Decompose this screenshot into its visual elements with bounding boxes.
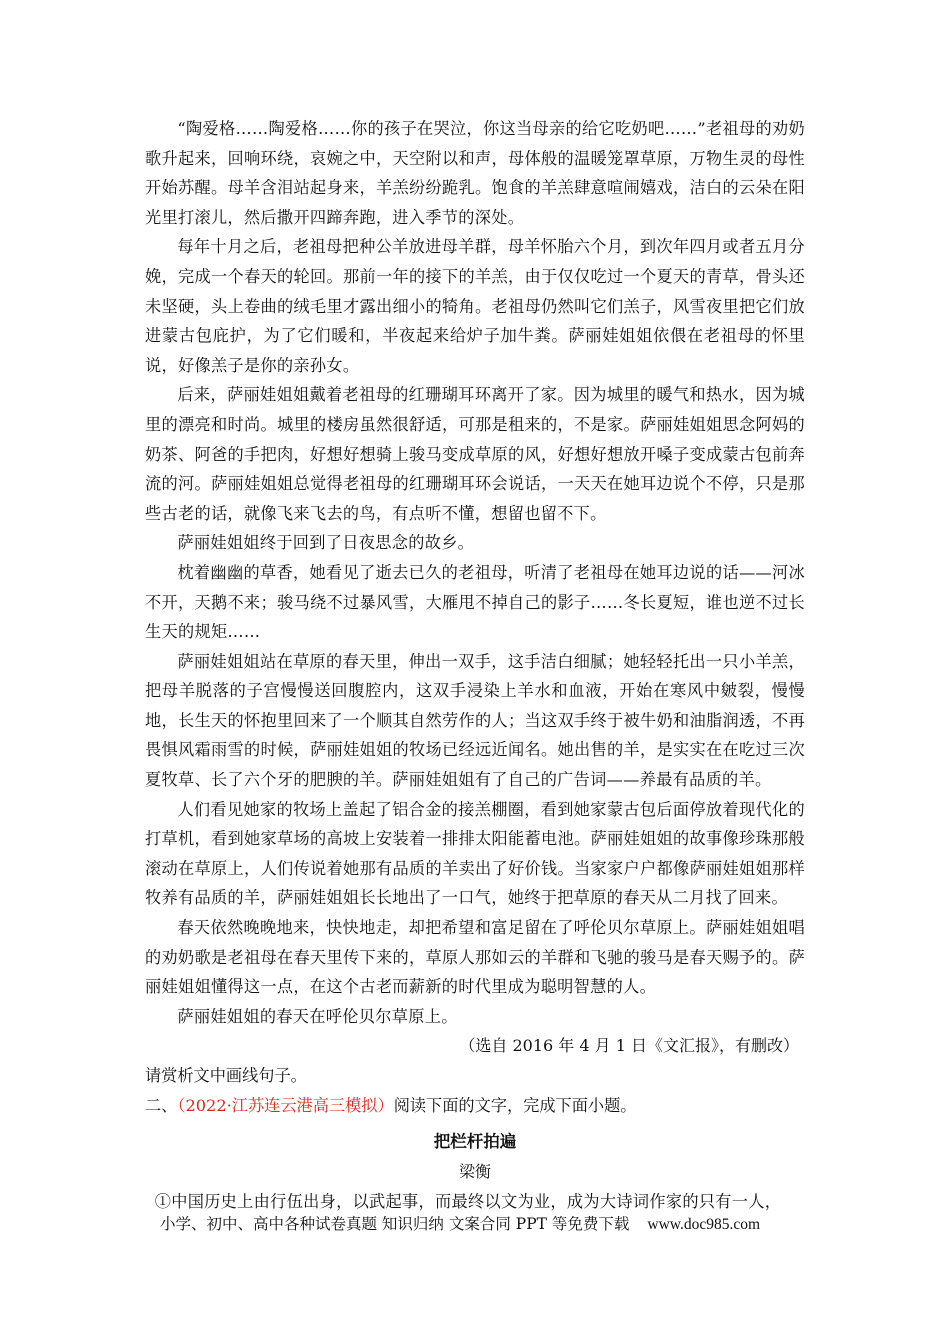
footer-text: 小学、初中、高中各种试卷真题 知识归纳 文案合同 PPT 等免费下载 bbox=[160, 1215, 630, 1233]
document-body bbox=[145, 114, 805, 1216]
question-text: 请赏析文中画线句子。 bbox=[145, 1066, 307, 1085]
paragraph-2: 每年十月之后，老祖母把种公羊放进母羊群，母羊怀胎六个月，到次年四月或者五月分娩，完成一个春天的轮回。那前一年的接下的羊羔，由于仅仅吃过一个夏天的青草，骨头还未坚硬，头上卷曲的绒毛里才露出细小的犄角。老祖母仍然叫它们羔子，风雪夜里把它们放进蒙古包庇护，为了它们暖和，半夜起来给炉子加牛粪。萨丽娃姐姐依偎在老祖母的怀里说，好像羔子是你的亲孙女。 bbox=[145, 237, 805, 375]
section-instruction: 阅读下面的文字，完成下面小题。 bbox=[393, 1095, 637, 1115]
paragraph-8: 春天依然晚晚地来，快快地走，却把希望和富足留在了呼伦贝尔草原上。萨丽娃姐姐唱的劝奶歌是老祖母在春天里传下来的，草原人那如云的羊群和飞驰的骏马是春天赐予的。萨丽娃姐姐懂得这一点，在这个古老而薪新的时代里成为聪明智慧的人。 bbox=[145, 918, 805, 997]
footer-url: www.doc985.com bbox=[647, 1216, 761, 1233]
section-heading bbox=[145, 1091, 805, 1121]
paragraph-5: 枕着幽幽的草香，她看见了逝去已久的老祖母，听清了老祖母在她耳边说的话——河冰不开，天鹅不来；骏马绕不过暴风雪，大雁甩不掉自己的影子……冬长夏短，谁也逆不过长生天的规矩…… bbox=[145, 562, 805, 642]
paragraph-9: 萨丽娃姐姐的春天在呼伦贝尔草原上。 bbox=[177, 1006, 458, 1026]
paragraph-1: “陶爱格……陶爱格……你的孩子在哭泣，你这当母亲的给它吃奶吧……”老祖母的劝奶歌升起来，回响环绕，哀婉之中，天空附以和声，母体般的温暖笼罩草原，万物生灵的母性开始苏醒。母羊含泪站起身来，羊羔纷纷跪乳。饱食的羊羔肆意喧闹嬉戏，洁白的云朵在阳光里打滚儿，然后撒开四蹄奔跑，进入季节的深处。 bbox=[145, 119, 805, 227]
article-title: 把栏杆拍遍 bbox=[433, 1131, 517, 1151]
paragraph-7: 人们看见她家的牧场上盖起了铝合金的接羔棚圈，看到她家蒙古包后面停放着现代化的打草机，看到她家草场的高坡上安装着一排排太阳能蓄电池。萨丽娃姐姐的故事像珍珠那般滚动在草原上，人们传说着她那有品质的羊卖出了好价钱。当家家户户都像萨丽娃姐姐那样牧养有品质的羊，萨丽娃姐姐长长地出了一口气，她终于把草原的春天从二月找了回来。 bbox=[145, 799, 805, 908]
paragraph-4: 萨丽娃姐姐终于回到了日夜思念的故乡。 bbox=[177, 533, 475, 553]
article-author: 梁衡 bbox=[458, 1161, 491, 1181]
source-citation: （选自 2016 年 4 月 1 日《文汇报》，有删改） bbox=[459, 1036, 799, 1056]
section-source-tag: （2022·江苏连云港高三模拟） bbox=[177, 1095, 394, 1115]
footer bbox=[160, 1212, 820, 1237]
paragraph-6: 萨丽娃姐姐站在草原的春天里，伸出一双手，这手洁白细腻；她轻轻托出一只小羊羔，把母羊脱落的子宫慢慢送回腹腔内，这双手浸染上羊水和血液，开始在寒风中皴裂，慢慢地，长生天的怀抱里回来了一个顺其自然劳作的人；当这双手终于被牛奶和油脂润透，不再畏惧风霜雨雪的时候，萨丽娃姐姐的牧场已经远近闻名。她出售的羊，是实实在在吃过三次夏牧草、长了六个牙的肥腴的羊。萨丽娃姐姐有了自己的广告词——养最有品质的羊。 bbox=[145, 651, 805, 790]
article-first-paragraph: ①中国历史上由行伍出身，以武起事，而最终以文为业，成为大诗词作家的只有一人， bbox=[154, 1191, 782, 1211]
paragraph-3: 后来，萨丽娃姐姐戴着老祖母的红珊瑚耳环离开了家。因为城里的暖气和热水，因为城里的漂亮和时尚。城里的楼房虽然很舒适，可那是租来的，不是家。萨丽娃姐姐思念阿妈的奶茶、阿爸的手把肉，好想好想骑上骏马变成草原的风，好想好想放开嗓子变成蒙古包前奔流的河。萨丽娃姐姐总觉得老祖母的红珊瑚耳环会说话，一天天在她耳边说个不停，只是那些古老的话，就像飞来飞去的鸟，有点听不懂，想留也留不下。 bbox=[145, 385, 805, 523]
section-number: 二、 bbox=[145, 1095, 178, 1115]
